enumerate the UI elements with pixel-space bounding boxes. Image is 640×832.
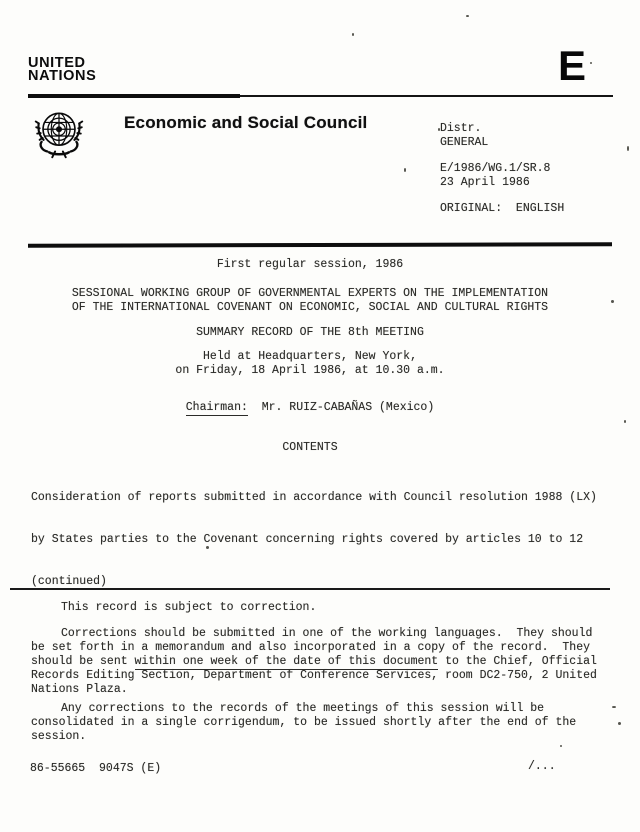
session-title: First regular session, 1986 <box>216 258 404 271</box>
document-date: 23 April 1986 <box>440 176 530 189</box>
document-symbol-block <box>440 162 550 190</box>
correction-note: This record is subject to correction. <box>61 601 317 614</box>
original-language: ORIGINAL: ENGLISH <box>440 202 565 215</box>
contents-item <box>31 463 597 617</box>
contents-item-line-1: Consideration of reports submitted in accordance with Council resolution 1988 (LX) <box>31 491 597 504</box>
contents-item-continued: (continued) <box>31 575 107 588</box>
contents-heading: CONTENTS <box>282 441 338 454</box>
un-emblem-icon <box>30 108 88 164</box>
venue-line-2: on Friday, 18 April 1986, at 10.30 a.m. <box>175 364 445 377</box>
contents-item-line-2: by States parties to the Covenant concerning rights covered by articles 10 to 12 <box>31 533 584 546</box>
continuation-mark: /... <box>528 760 556 773</box>
corrections-para-line-4: Records Editing Section, Department of Conference Services, room DC2-750, 2 United <box>31 669 597 682</box>
council-title: Economic and Social Council <box>124 113 368 132</box>
corrigendum-para-line-3: session. <box>31 730 87 743</box>
venue-line-1: Held at Headquarters, New York, <box>203 350 417 363</box>
distribution-block <box>440 122 488 150</box>
record-title: SUMMARY RECORD OF THE 8th MEETING <box>196 326 424 339</box>
footnote-rule <box>10 588 610 590</box>
corrections-para-line-2: be set forth in a memorandum and also incorporated in a copy of the record. They <box>31 641 590 654</box>
org-line-1: UNITED <box>28 55 86 71</box>
chairman-line <box>0 401 620 415</box>
united-nations-wordmark <box>28 57 96 83</box>
job-number: 86-55665 9047S (E) <box>30 762 162 775</box>
deadline-underlined-text: within one week of the date of this document <box>134 655 439 668</box>
working-group-line-2: OF THE INTERNATIONAL COVENANT ON ECONOMIC, SOCIAL AND CULTURAL RIGHTS <box>71 301 549 314</box>
document-series-letter: E <box>558 42 587 89</box>
masthead-rule <box>28 95 613 97</box>
working-group-line-1: SESSIONAL WORKING GROUP OF GOVERNMENTAL EXPERTS ON THE IMPLEMENTATION <box>71 287 549 300</box>
corrections-para-line-1: Corrections should be submitted in one of the working languages. They should <box>61 627 593 640</box>
corrections-para-line-3: should be sent within one week of the date of this document to the Chief, Official <box>31 655 597 668</box>
document-symbol: E/1986/WG.1/SR.8 <box>440 162 551 175</box>
distr-value: GENERAL <box>440 136 489 149</box>
corrigendum-para-line-2: consolidated in a single corrigendum, to be issued shortly after the end of the <box>31 716 577 729</box>
corrections-para-line-5: Nations Plaza. <box>31 683 128 696</box>
org-line-2: NATIONS <box>28 68 97 84</box>
distr-label: Distr. <box>440 122 482 135</box>
chairman-label: Chairman: <box>185 401 248 414</box>
corrigendum-para-line-1: Any corrections to the records of the meetings of this session will be <box>61 702 545 715</box>
header-divider-rule <box>28 242 612 248</box>
chairman-value: Mr. RUIZ-CABAÑAS (Mexico) <box>247 401 435 414</box>
